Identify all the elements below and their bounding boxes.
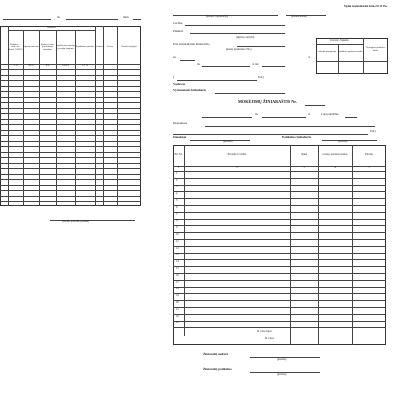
table-row-line [0,130,141,131]
table-row-line [0,80,141,81]
chief-accountant-label: Vyriausiasis buhalteris [173,88,206,92]
sum-line-3 [262,66,285,67]
table-row-number: 22 [176,314,179,318]
table-row-line [0,185,141,186]
corr-values-line [316,61,388,62]
verified-by-sub: (parašas) [277,373,287,376]
eur-line [177,80,257,81]
org-line-field [185,25,285,26]
col-num-1: 1 [177,166,180,170]
col-header-pension: Papildo-mos įmokos į pensijų kaupimą [56,44,75,50]
col-header-paid: Išmokėti pinigai [121,46,137,49]
table-row-line [0,168,141,169]
title-number-line [305,105,325,106]
col-header-total: Iš viso [106,46,114,49]
total-page-label: Iš viso lape: [257,329,273,333]
form-code: Tipinė tarpinstitucinė forma Nr. B-35a [344,5,387,8]
header-year-sep: m. [57,14,61,19]
table-row-line [173,259,386,260]
compiled-by-sub: (parašas) [277,358,287,361]
table-row-number: 16 [176,273,179,277]
table-row-line [173,246,386,247]
deposited-line-2 [173,134,368,135]
header-line-1 [3,19,51,20]
col-header-additional: Papildomos įmokos [75,46,95,49]
table-row-line [0,179,141,180]
sum-line-2 [202,66,250,67]
table-row-number: 2 [176,178,178,182]
sum-line-1 [180,60,195,61]
pct-additional: 1.5 % [81,64,89,68]
table-row-line [173,287,386,288]
head-label: Vadovas [173,82,186,86]
table-row-line [0,102,141,103]
pct-income-tax: 20% [28,64,34,68]
table-row-line [0,152,141,153]
table-row-number: 20 [176,301,179,304]
table-row-number: 3 [176,185,178,189]
dept-line-label: Punktas [173,29,184,33]
col-eil-nr: Eil. Nr. [174,153,183,157]
table-row-line [0,97,141,98]
eur-open: ( [173,75,175,79]
paid-by-sub: (parašas) [223,140,233,143]
table-row-number: 9 [176,226,178,230]
table-row-number: 21 [176,307,179,311]
table-row-line [173,300,386,301]
left-footer-label: (vardas, pavardė, parašas) [62,220,89,223]
document-title: MOKĖJIMŲ ŽINIARAŠTIS Nr. [238,99,297,104]
table-row-line [0,196,141,197]
col-name: Pavardė ir vardas [227,153,247,157]
table-row-line [173,185,386,186]
table-row-number: 17 [176,280,179,284]
verified-by-label: Žiniaraštį patikrino [203,367,232,371]
pages-count-line [345,117,357,118]
col-header-vsdo: Išskaitos ... valst. soc. draud. (VSDO) [8,43,23,51]
table-row-line [0,124,141,125]
table-row-number: 18 [176,287,179,291]
dept-line-field [190,33,285,34]
pages-count-label: Lapų skaičius [321,112,339,116]
table-row-line [173,178,386,179]
col-header-income-tax: Pajamų mokestis [23,46,39,49]
table-row-line [0,108,141,109]
paid-by-label: Išmokėjo [173,135,187,139]
deposited-label: Deponuota [173,121,187,125]
table-row-line [0,91,141,92]
org-label: (įmonė, organizacija) [206,15,229,18]
table-row-number: 23 [176,321,179,325]
pct-pension: 2.09% [62,64,69,68]
table-row-line [173,239,386,240]
table-row-number: 13 [176,253,179,257]
col-receiver-sign: Gavėjo parašas parašas [322,153,348,157]
pct-vsdo: 1 % [13,64,18,68]
table-row-line [0,141,141,142]
d-label: d. [308,55,311,59]
table-row-number: 11 [176,239,179,243]
col-header-advance: Avansas [95,46,103,49]
table-row-line [0,190,141,191]
code-label: (įmonės kodas) [291,15,307,18]
col-num-2: 2 [236,166,238,170]
corr-col-account: sąskaita subsąskaita [317,51,337,54]
table-row-number: 7 [176,212,178,216]
table-row-line [0,86,141,87]
table-row-line [173,314,386,315]
table-row-line [0,75,141,76]
table-row-line [173,205,386,206]
sum-m: m. [197,62,201,66]
col-sum: Suma [300,153,308,157]
table-row-line [173,253,386,254]
table-row-line [0,174,141,175]
deposited-eur: Eur) [370,129,376,133]
table-row-line [173,219,386,220]
date-m: m. [255,112,259,116]
checked-by-sub: (parašas) [338,140,348,143]
pct-row-line [0,69,141,70]
table-row-line [173,232,386,233]
table-row-number: 1 [176,171,178,175]
table-row-line [173,212,386,213]
date-line-2 [262,117,306,118]
table-row-number: 5 [176,199,178,202]
table-row-line [0,201,141,202]
date-line-1 [202,117,252,118]
col-header-insurance: Įmokos į valst. privalomojo draudimo [40,43,55,51]
deposited-line [205,126,375,127]
table-row-line [173,198,386,199]
total-label: Iš viso: [265,336,275,340]
col-num-5: 5 [368,166,370,170]
header-line-2 [66,19,118,20]
corr-col-analytic: analitinės apskaitos kodas [338,51,363,54]
table-row-line [173,191,386,192]
dept-sub-label: (skyrius, tarnyba) [236,36,255,39]
table-row-number: 19 [176,294,179,298]
table-row-line [0,135,141,136]
corr-header: Korresp. Sąskaita [330,38,349,42]
table-row-line [0,146,141,147]
header-line-3 [133,19,141,20]
pct-insurance: 6% [45,64,50,68]
table-row-number: 12 [176,246,179,250]
payment-num-line [173,171,386,172]
table-row-line [173,280,386,281]
sum-d-iki: d. iki [252,62,259,66]
table-row-number: 4 [176,192,178,196]
table-row-number: 8 [176,219,178,223]
table-row-number: 14 [176,260,179,264]
eur-unit: Eur) [258,75,264,79]
struct-label: Prie atsiskaitymo žiniaraščio [173,42,210,46]
table-row-line [173,293,386,294]
table-row-line [173,307,386,308]
table-row-line [0,157,141,158]
table-row-line [0,119,141,120]
org-line-label: Cechas, [173,21,184,25]
col-signature: Parašas [364,153,374,157]
deductions-group-header: Išskaitos [47,25,56,29]
col-num-4: 4 [334,166,336,170]
table-row-line [173,225,386,226]
table-row-line [0,163,141,164]
struct-sub-label: (kasų apskaitos Nr.) [226,47,252,51]
checked-by-line [322,140,377,141]
date-d: d. [308,112,311,116]
header-month-sep: mėn. [123,14,130,19]
table-row-line [173,273,386,274]
table-row-line [173,327,386,328]
paid-by-line [190,140,250,141]
col-num-3: 3 [303,166,305,170]
corr-col-direct: Tiesioginis paskirties kodas [365,46,386,52]
sum-prefix: su [173,55,176,59]
chief-accountant-line [215,93,285,94]
table-row-number: 15 [176,267,179,270]
table-row-line [0,113,141,114]
checked-by-label: Patikrino buhalteris [282,135,312,139]
table-row-number: 6 [176,205,178,209]
table-row-number: 10 [176,233,179,236]
table-row-line [173,266,386,267]
compiled-by-label: Žiniaraštį sudarė [203,352,228,356]
table-row-line [173,321,386,322]
